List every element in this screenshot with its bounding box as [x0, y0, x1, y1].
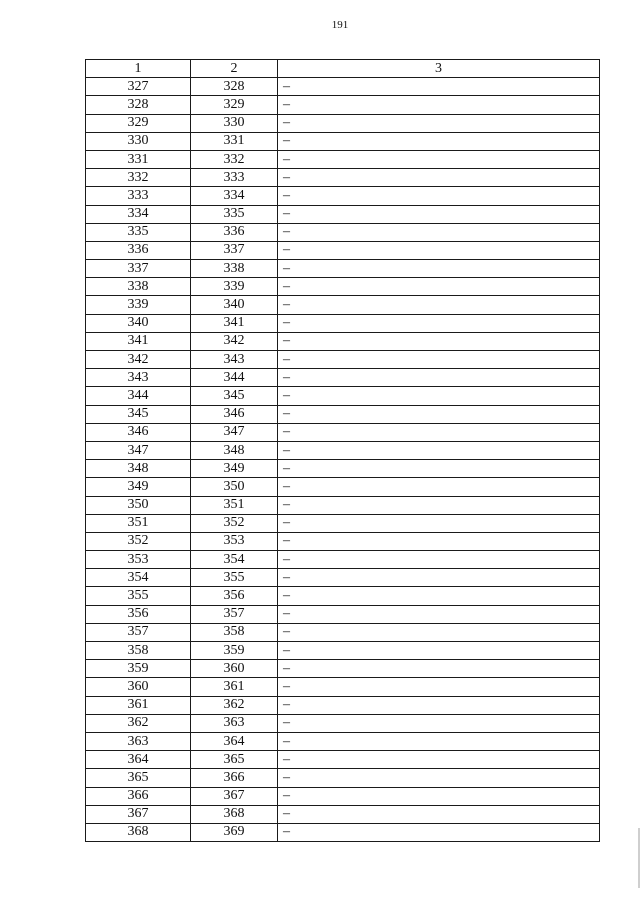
cell-col-2: 352: [191, 514, 278, 532]
table-row: [86, 642, 600, 660]
cell-col-2: 344: [191, 369, 278, 387]
cell-col-3: –: [278, 787, 600, 805]
cell-col-2: 361: [191, 678, 278, 696]
cell-col-2: 339: [191, 278, 278, 296]
table-row: [86, 78, 600, 96]
data-table: [85, 59, 600, 842]
table-row: [86, 714, 600, 732]
cell-col-1: 344: [86, 387, 191, 405]
cell-col-1: 340: [86, 314, 191, 332]
cell-col-3: –: [278, 714, 600, 732]
page-number: 191: [331, 19, 349, 31]
column-header-2: 2: [191, 60, 278, 78]
cell-col-2: 363: [191, 714, 278, 732]
table-row: [86, 787, 600, 805]
cell-col-1: 350: [86, 496, 191, 514]
table-row: [86, 96, 600, 114]
cell-col-2: 333: [191, 169, 278, 187]
cell-col-3: –: [278, 351, 600, 369]
column-header-1: 1: [86, 60, 191, 78]
table-row: [86, 587, 600, 605]
cell-col-3: –: [278, 769, 600, 787]
table-row: [86, 296, 600, 314]
table-row: [86, 532, 600, 550]
table-row: [86, 660, 600, 678]
cell-col-2: 353: [191, 532, 278, 550]
cell-col-1: 337: [86, 260, 191, 278]
table-row: [86, 351, 600, 369]
cell-col-3: –: [278, 642, 600, 660]
cell-col-1: 353: [86, 551, 191, 569]
table-row: [86, 805, 600, 823]
table-row: [86, 223, 600, 241]
cell-col-3: –: [278, 441, 600, 459]
cell-col-1: 329: [86, 114, 191, 132]
table-row: [86, 423, 600, 441]
cell-col-2: 364: [191, 732, 278, 750]
table-row: [86, 241, 600, 259]
cell-col-1: 330: [86, 132, 191, 150]
cell-col-3: –: [278, 496, 600, 514]
table-row: [86, 496, 600, 514]
cell-col-3: –: [278, 587, 600, 605]
table-row: [86, 369, 600, 387]
table-row: [86, 696, 600, 714]
cell-col-2: 334: [191, 187, 278, 205]
cell-col-2: 335: [191, 205, 278, 223]
cell-col-1: 368: [86, 823, 191, 841]
table-row: [86, 569, 600, 587]
cell-col-1: 349: [86, 478, 191, 496]
table-row: [86, 150, 600, 168]
table-row: [86, 514, 600, 532]
cell-col-1: 352: [86, 532, 191, 550]
cell-col-2: 329: [191, 96, 278, 114]
cell-col-1: 354: [86, 569, 191, 587]
cell-col-3: –: [278, 605, 600, 623]
cell-col-2: 367: [191, 787, 278, 805]
cell-col-1: 346: [86, 423, 191, 441]
cell-col-2: 346: [191, 405, 278, 423]
cell-col-2: 359: [191, 642, 278, 660]
cell-col-3: –: [278, 696, 600, 714]
cell-col-1: 357: [86, 623, 191, 641]
cell-col-2: 328: [191, 78, 278, 96]
cell-col-3: –: [278, 478, 600, 496]
cell-col-3: –: [278, 205, 600, 223]
table-row: [86, 623, 600, 641]
cell-col-1: 365: [86, 769, 191, 787]
cell-col-2: 351: [191, 496, 278, 514]
cell-col-3: –: [278, 187, 600, 205]
cell-col-2: 354: [191, 551, 278, 569]
cell-col-2: 365: [191, 751, 278, 769]
table-row: [86, 187, 600, 205]
cell-col-2: 368: [191, 805, 278, 823]
table-row: [86, 405, 600, 423]
table-row: [86, 441, 600, 459]
table-row: [86, 332, 600, 350]
cell-col-3: –: [278, 423, 600, 441]
cell-col-2: 330: [191, 114, 278, 132]
cell-col-1: 334: [86, 205, 191, 223]
cell-col-2: 347: [191, 423, 278, 441]
cell-col-3: –: [278, 751, 600, 769]
cell-col-1: 364: [86, 751, 191, 769]
cell-col-3: –: [278, 678, 600, 696]
cell-col-2: 342: [191, 332, 278, 350]
cell-col-3: –: [278, 623, 600, 641]
cell-col-3: –: [278, 732, 600, 750]
cell-col-1: 355: [86, 587, 191, 605]
table-row: [86, 732, 600, 750]
table-row: [86, 260, 600, 278]
cell-col-2: 345: [191, 387, 278, 405]
cell-col-1: 345: [86, 405, 191, 423]
cell-col-2: 362: [191, 696, 278, 714]
cell-col-1: 356: [86, 605, 191, 623]
cell-col-3: –: [278, 296, 600, 314]
cell-col-1: 367: [86, 805, 191, 823]
cell-col-1: 339: [86, 296, 191, 314]
cell-col-1: 362: [86, 714, 191, 732]
cell-col-3: –: [278, 78, 600, 96]
cell-col-2: 336: [191, 223, 278, 241]
cell-col-2: 360: [191, 660, 278, 678]
cell-col-2: 350: [191, 478, 278, 496]
table-row: [86, 132, 600, 150]
cell-col-3: –: [278, 369, 600, 387]
cell-col-2: 355: [191, 569, 278, 587]
cell-col-3: –: [278, 551, 600, 569]
table-row: [86, 478, 600, 496]
cell-col-1: 342: [86, 351, 191, 369]
cell-col-1: 328: [86, 96, 191, 114]
table-row: [86, 387, 600, 405]
cell-col-3: –: [278, 223, 600, 241]
cell-col-3: –: [278, 241, 600, 259]
cell-col-1: 358: [86, 642, 191, 660]
table-row: [86, 823, 600, 841]
cell-col-1: 333: [86, 187, 191, 205]
cell-col-3: –: [278, 132, 600, 150]
cell-col-2: 357: [191, 605, 278, 623]
cell-col-2: 341: [191, 314, 278, 332]
table-row: [86, 114, 600, 132]
cell-col-2: 331: [191, 132, 278, 150]
table-body: [86, 78, 600, 842]
cell-col-3: –: [278, 260, 600, 278]
cell-col-2: 349: [191, 460, 278, 478]
table-row: [86, 314, 600, 332]
cell-col-3: –: [278, 150, 600, 168]
cell-col-3: –: [278, 460, 600, 478]
table-header-row: [86, 60, 600, 78]
cell-col-1: 335: [86, 223, 191, 241]
cell-col-2: 337: [191, 241, 278, 259]
cell-col-3: –: [278, 332, 600, 350]
cell-col-3: –: [278, 514, 600, 532]
table-row: [86, 769, 600, 787]
cell-col-1: 338: [86, 278, 191, 296]
cell-col-1: 360: [86, 678, 191, 696]
cell-col-2: 358: [191, 623, 278, 641]
table-row: [86, 678, 600, 696]
table-row: [86, 169, 600, 187]
cell-col-2: 369: [191, 823, 278, 841]
cell-col-3: –: [278, 314, 600, 332]
cell-col-1: 361: [86, 696, 191, 714]
cell-col-2: 356: [191, 587, 278, 605]
cell-col-3: –: [278, 114, 600, 132]
cell-col-3: –: [278, 278, 600, 296]
cell-col-2: 348: [191, 441, 278, 459]
cell-col-2: 338: [191, 260, 278, 278]
cell-col-1: 341: [86, 332, 191, 350]
cell-col-1: 348: [86, 460, 191, 478]
cell-col-1: 359: [86, 660, 191, 678]
column-header-3: 3: [278, 60, 600, 78]
cell-col-2: 332: [191, 150, 278, 168]
cell-col-3: –: [278, 169, 600, 187]
cell-col-1: 363: [86, 732, 191, 750]
cell-col-2: 343: [191, 351, 278, 369]
cell-col-3: –: [278, 405, 600, 423]
cell-col-1: 366: [86, 787, 191, 805]
cell-col-3: –: [278, 660, 600, 678]
cell-col-1: 331: [86, 150, 191, 168]
cell-col-3: –: [278, 387, 600, 405]
cell-col-2: 366: [191, 769, 278, 787]
cell-col-1: 327: [86, 78, 191, 96]
table-row: [86, 278, 600, 296]
table-row: [86, 605, 600, 623]
cell-col-2: 340: [191, 296, 278, 314]
table-row: [86, 551, 600, 569]
cell-col-1: 343: [86, 369, 191, 387]
cell-col-1: 347: [86, 441, 191, 459]
cell-col-3: –: [278, 805, 600, 823]
cell-col-1: 336: [86, 241, 191, 259]
table-row: [86, 751, 600, 769]
cell-col-3: –: [278, 823, 600, 841]
table-row: [86, 460, 600, 478]
cell-col-3: –: [278, 532, 600, 550]
cell-col-3: –: [278, 569, 600, 587]
cell-col-1: 332: [86, 169, 191, 187]
cell-col-1: 351: [86, 514, 191, 532]
cell-col-3: –: [278, 96, 600, 114]
table-row: [86, 205, 600, 223]
